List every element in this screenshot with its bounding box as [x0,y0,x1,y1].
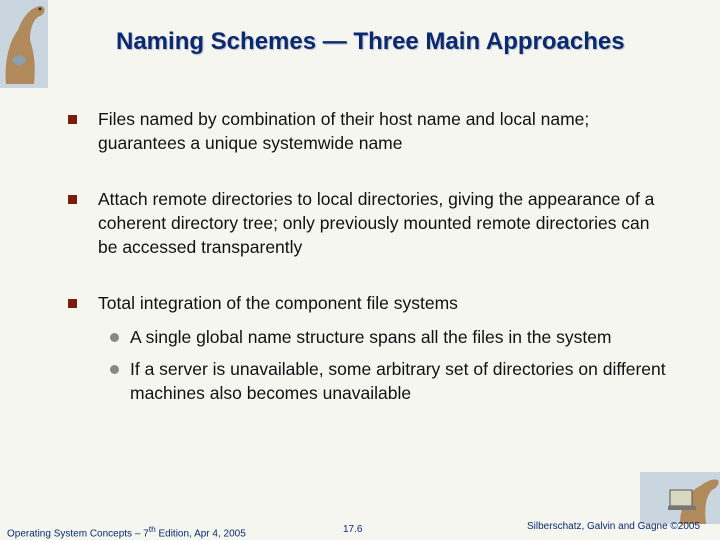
square-bullet-icon [68,195,77,204]
bullet-list [68,107,668,405]
sub-bullet-item [68,325,668,349]
dinosaur-logo-top-left [0,0,48,88]
footer-edition-superscript: th [148,524,156,534]
footer-edition-date: Edition, Apr 4, 2005 [155,528,246,540]
bullet-item [68,291,668,315]
sub-bullet-item [68,357,668,405]
bullet-text: Attach remote directories to local directories, giving the appearance of a coherent directory tree; only previously mounted remote directories can be accessed transparently [98,189,655,257]
bullet-text: Total integration of the component file systems [98,293,458,313]
sub-bullet-text: If a server is unavailable, some arbitrary set of directories on different machines also becomes unavailable [130,359,666,403]
footer-authors: Silberschatz, Galvin and Gagne ©2005 [527,521,701,532]
bullet-item [68,187,668,259]
round-bullet-icon [110,365,119,374]
square-bullet-icon [68,299,77,308]
slide-title: Naming Schemes — Three Main Approaches [116,28,625,55]
footer-book-title [7,524,246,539]
round-bullet-icon [110,333,119,342]
bullet-item [68,107,668,155]
dinosaur-logo-bottom-right [640,472,720,524]
sub-bullet-text: A single global name structure spans all the files in the system [130,327,612,347]
footer-page-number: 17.6 [343,524,363,535]
bullet-text: Files named by combination of their host name and local name; guarantees a unique systemwide name [98,109,590,153]
footer-book-title-text: Operating System Concepts – 7 [7,528,149,540]
square-bullet-icon [68,115,77,124]
